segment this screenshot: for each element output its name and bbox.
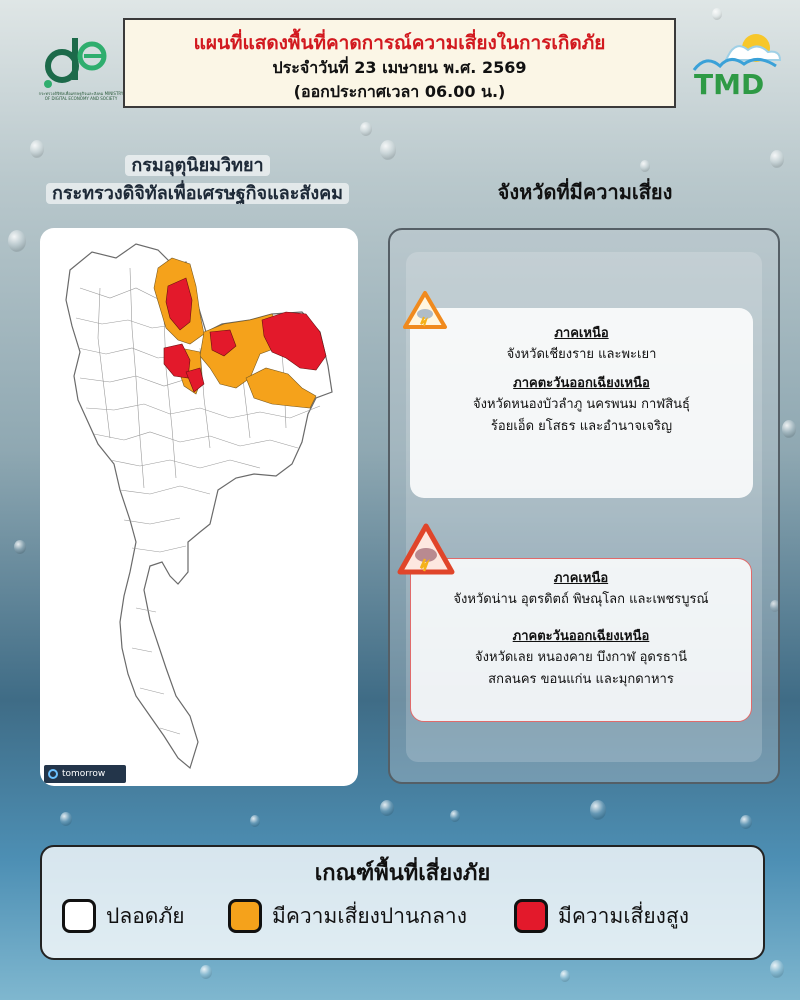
thailand-map — [40, 228, 358, 786]
tomorrow-credit — [44, 765, 126, 783]
tomorrow-credit-text: tomorrow — [62, 769, 106, 779]
date-line: ประจำวันที่ 23 เมษายน พ.ศ. 2569 — [272, 58, 527, 77]
high-risk-card — [410, 558, 752, 722]
storm-warning-red-icon — [396, 522, 456, 576]
tmd-logo-icon — [686, 30, 786, 100]
ministry-logo — [38, 34, 118, 90]
ministry-logo-text: กระทรวงดิจิทัลเพื่อเศรษฐกิจและสังคม MINISTRY OF DIGITAL ECONOMY AND SOCIETY — [38, 91, 124, 101]
department-name — [0, 152, 395, 208]
tmd-logo — [686, 30, 786, 100]
high-northeast-provinces-1: จังหวัดเลย หนองคาย บึงกาฬ อุดรธานี — [475, 650, 687, 665]
moderate-risk-card — [410, 308, 753, 498]
high-north-provinces: จังหวัดน่าน อุตรดิตถ์ พิษณุโลก และเพชรบูรณ์ — [453, 592, 709, 607]
legend-label-moderate: มีความเสี่ยงปานกลาง — [272, 904, 467, 928]
legend-swatch-high — [514, 899, 548, 933]
legend — [40, 845, 765, 960]
legend-swatch-safe — [62, 899, 96, 933]
legend-title: เกณฑ์พื้นที่เสี่ยงภัย — [314, 861, 491, 886]
moderate-northeast-provinces-2: ร้อยเอ็ด ยโสธร และอำนาจเจริญ — [490, 419, 673, 434]
tomorrow-logo-icon — [48, 769, 58, 779]
legend-swatch-moderate — [228, 899, 262, 933]
moderate-north-provinces: จังหวัดเชียงราย และพะเยา — [506, 347, 657, 362]
department-line2: กระทรวงดิจิทัลเพื่อเศรษฐกิจและสังคม — [46, 183, 349, 204]
high-northeast-provinces-2: สกลนคร ขอนแก่น และมุกดาหาร — [488, 672, 674, 687]
legend-label-high: มีความเสี่ยงสูง — [558, 904, 689, 928]
high-region-northeast: ภาคตะวันออกเฉียงเหนือ — [512, 629, 650, 644]
moderate-region-northeast: ภาคตะวันออกเฉียงเหนือ — [513, 376, 650, 391]
storm-warning-orange-icon — [402, 290, 448, 330]
department-line1: กรมอุตุนิยมวิทยา — [125, 155, 269, 176]
page-title: แผนที่แสดงพื้นที่คาดการณ์ความเสี่ยงในการเกิดภัย — [193, 32, 606, 54]
high-region-north: ภาคเหนือ — [553, 571, 609, 586]
risk-map — [40, 228, 358, 786]
legend-label-safe: ปลอดภัย — [106, 904, 185, 928]
risk-heading: จังหวัดที่มีความเสี่ยง — [497, 180, 673, 204]
issued-line: (ออกประกาศเวลา 06.00 น.) — [293, 82, 506, 101]
header-box — [123, 18, 676, 108]
tmd-logo-text: TMD — [694, 68, 765, 100]
moderate-region-north: ภาคเหนือ — [554, 326, 609, 341]
moderate-northeast-provinces-1: จังหวัดหนองบัวลำภู นครพนม กาฬสินธุ์ — [473, 397, 690, 412]
ministry-de-logo-icon — [38, 34, 118, 90]
